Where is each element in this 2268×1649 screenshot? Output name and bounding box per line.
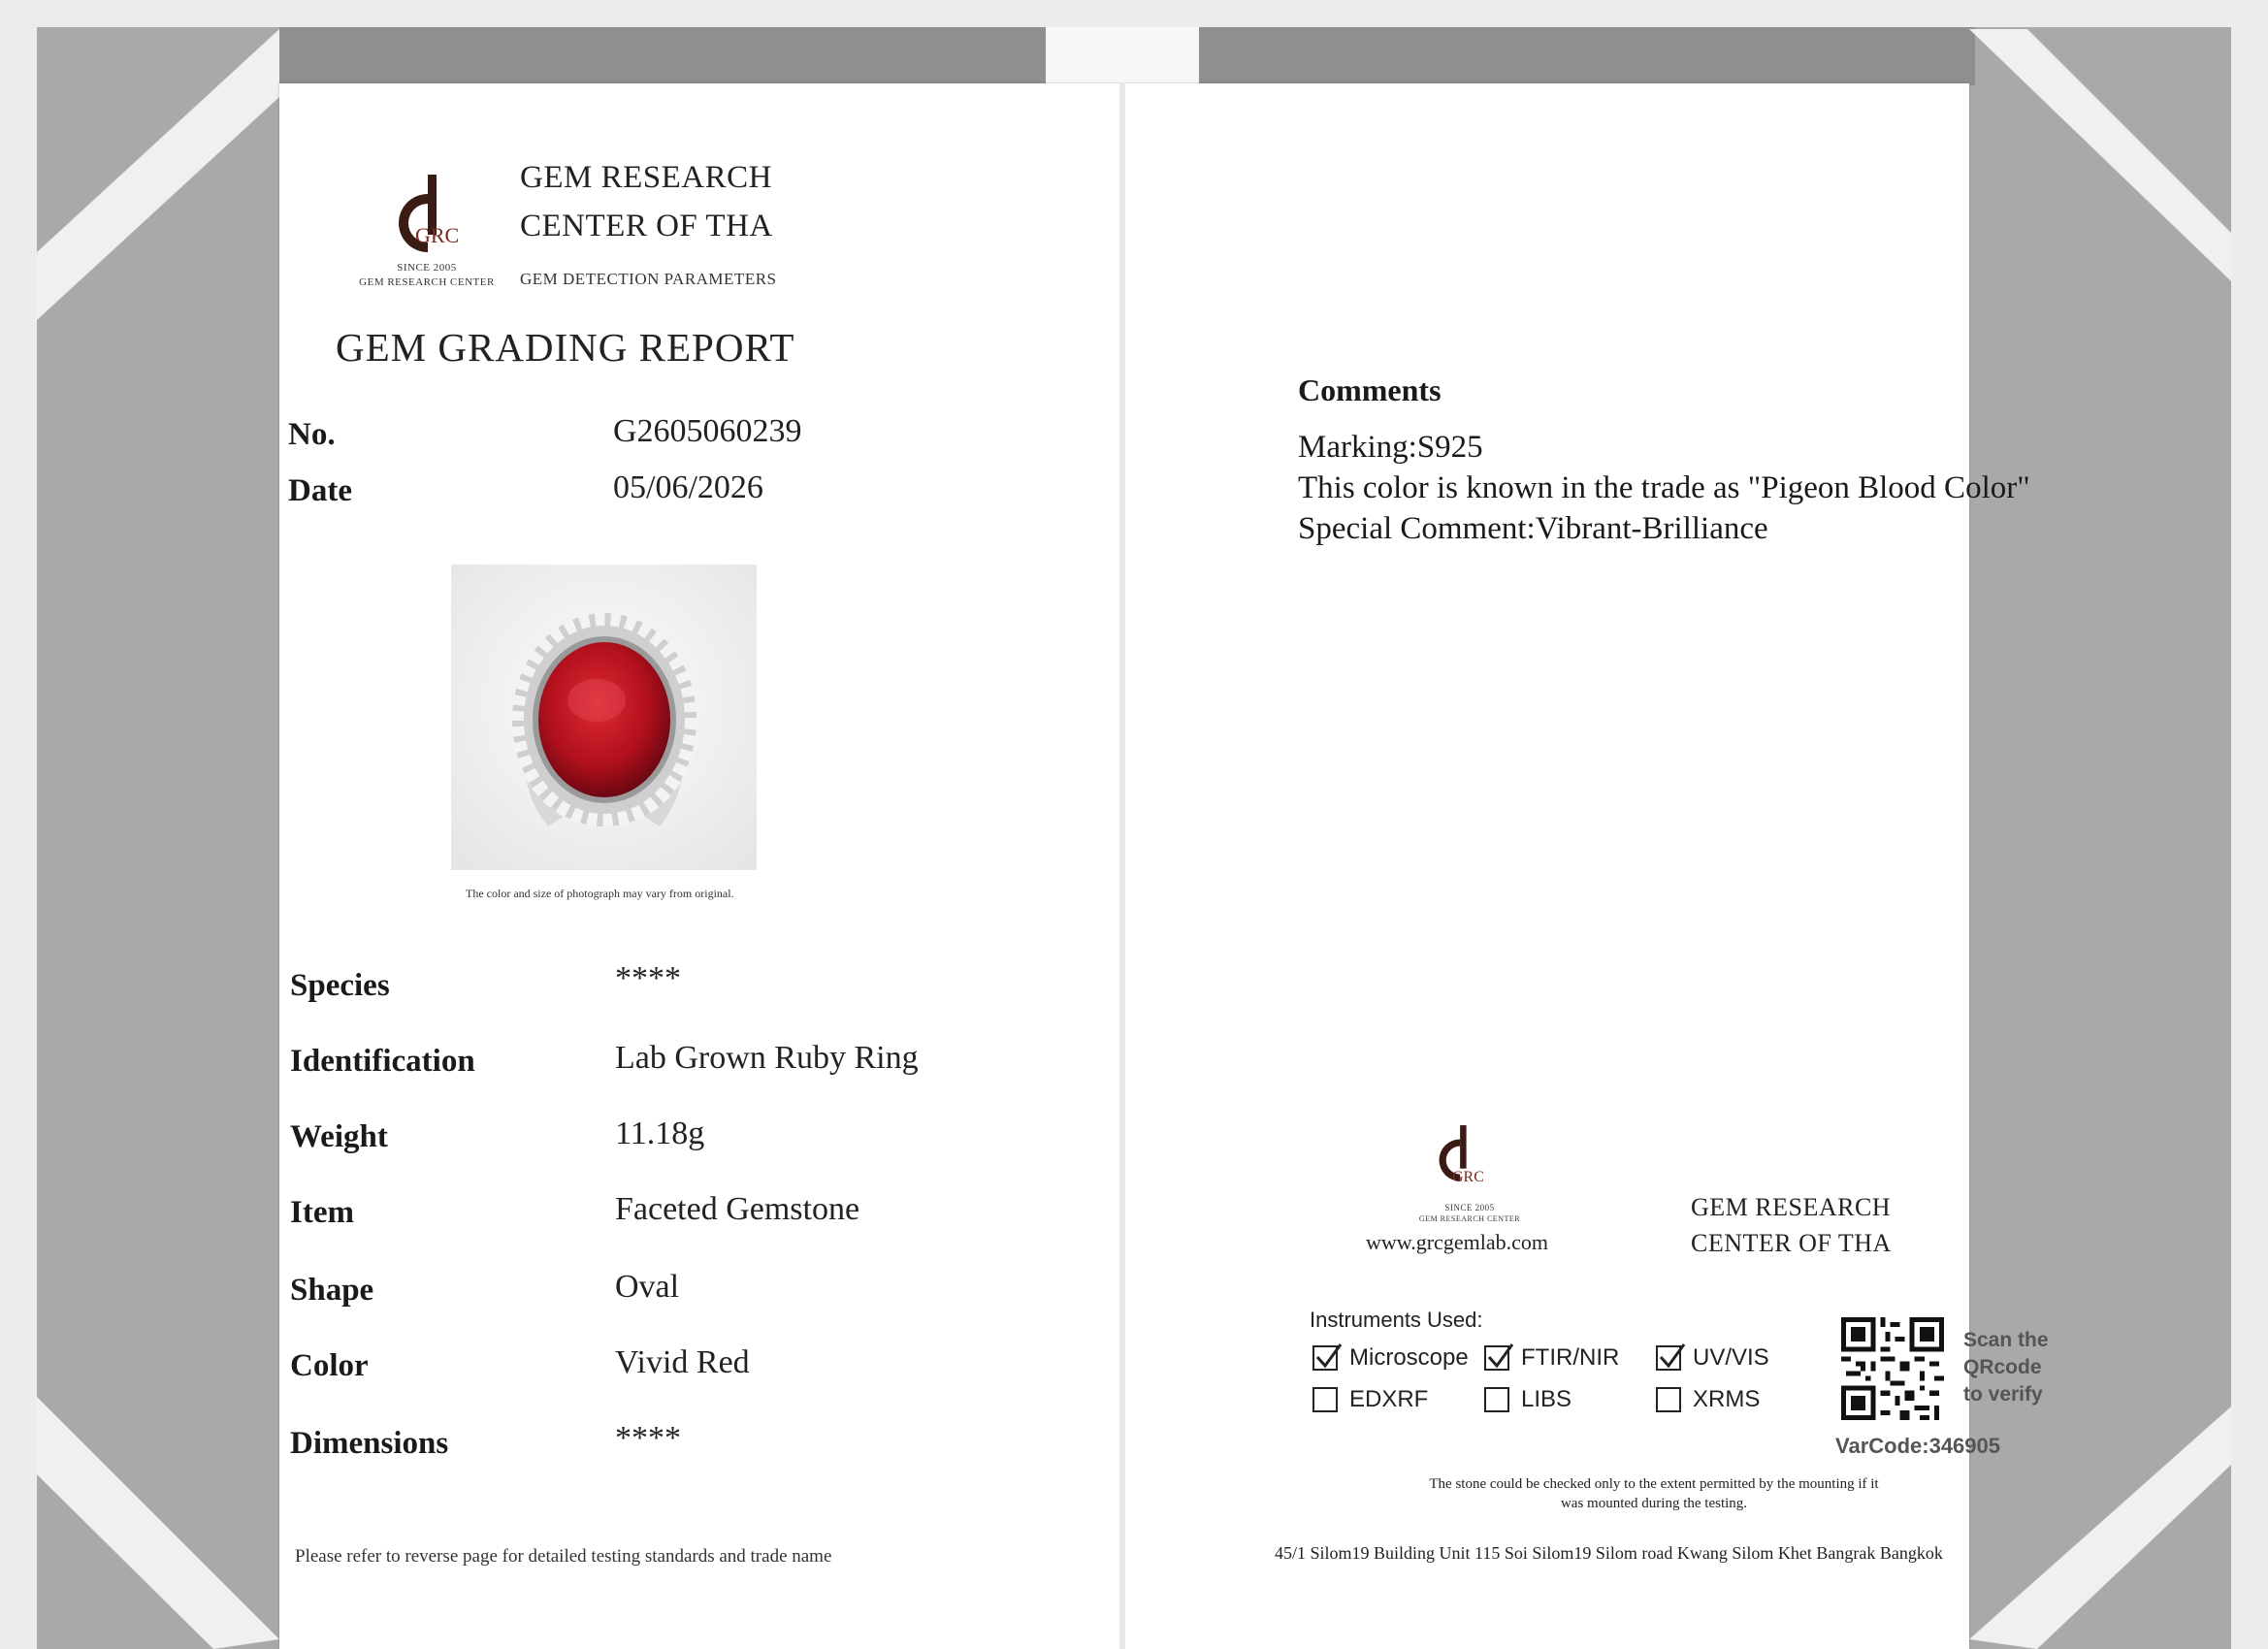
field-value-shape: Oval (615, 1269, 680, 1305)
instrument-uvvis (1656, 1344, 1769, 1372)
logo-center-name: GEM RESEARCH CENTER (359, 276, 495, 288)
scan-hint-line1: Scan the (1963, 1329, 2049, 1351)
verification-code: VarCode:346905 (1835, 1434, 2000, 1458)
field-label-species: Species (290, 968, 390, 1003)
field-label-weight: Weight (290, 1119, 388, 1154)
page-gutter (1119, 83, 1125, 1649)
scan-hint-line3: to verify (1963, 1383, 2043, 1406)
scan-hint-line2: QRcode (1963, 1356, 2042, 1378)
ring-photo (451, 565, 757, 870)
lab-name-footer-line1: GEM RESEARCH (1691, 1193, 1892, 1221)
field-label-dimensions: Dimensions (290, 1426, 449, 1461)
mounting-disclaimer (1300, 1474, 2008, 1513)
lab-name-line2: CENTER OF THA (520, 209, 773, 243)
instrument-label-edxrf: EDXRF (1349, 1386, 1429, 1412)
comment-line-marking: Marking:S925 (1298, 430, 1483, 465)
field-label-shape: Shape (290, 1273, 374, 1308)
instrument-label-uvvis: UV/VIS (1693, 1344, 1769, 1371)
disclaimer-line2: was mounted during the testing. (1560, 1496, 1748, 1511)
field-value-species: **** (615, 960, 681, 996)
field-label-item: Item (290, 1195, 354, 1230)
checkbox-ftir (1484, 1345, 1509, 1371)
instrument-label-microscope: Microscope (1349, 1344, 1469, 1371)
logo-small-text: GRC (1452, 1169, 1484, 1185)
field-label-identification: Identification (290, 1044, 475, 1079)
field-value-weight: 11.18g (615, 1116, 705, 1151)
photo-caption: The color and size of photograph may vary from original. (466, 887, 734, 900)
comment-line-special: Special Comment:Vibrant-Brilliance (1298, 511, 1768, 546)
website: www.grcgemlab.com (1366, 1230, 1548, 1254)
verification-qr-code[interactable] (1841, 1317, 1944, 1420)
comment-line-trade-name: This color is known in the trade as "Pigeon Blood Color" (1298, 470, 2030, 505)
instrument-label-ftir: FTIR/NIR (1521, 1344, 1620, 1371)
logo-text: GRC (415, 223, 460, 247)
instrument-libs (1484, 1386, 1571, 1413)
lab-name-footer-line2: CENTER OF THA (1691, 1229, 1892, 1257)
instrument-label-xrms: XRMS (1693, 1386, 1761, 1412)
logo-small-center-name: GEM RESEARCH CENTER (1418, 1214, 1521, 1223)
logo-since: SINCE 2005 (397, 262, 457, 274)
field-value-dimensions: **** (615, 1420, 681, 1456)
instruments-title: Instruments Used: (1310, 1308, 1483, 1332)
instrument-microscope (1312, 1344, 1469, 1372)
instrument-ftir (1484, 1344, 1619, 1372)
lab-address: 45/1 Silom19 Building Unit 115 Soi Silom19 Silom road Kwang Silom Khet Bangrak Bangkok (1275, 1543, 1943, 1563)
instrument-label-libs: LIBS (1521, 1386, 1572, 1412)
lab-subtitle: GEM DETECTION PARAMETERS (520, 270, 777, 288)
report-number-label: No. (288, 417, 336, 452)
lab-name-line1: GEM RESEARCH (520, 160, 772, 195)
report-date-label: Date (288, 473, 352, 508)
checkbox-libs (1484, 1387, 1509, 1412)
field-value-color: Vivid Red (615, 1344, 750, 1380)
field-value-identification: Lab Grown Ruby Ring (615, 1040, 919, 1076)
comments-body (1298, 427, 2035, 549)
disclaimer-line1: The stone could be checked only to the extent permitted by the mounting if it (1429, 1476, 1879, 1492)
field-value-item: Faceted Gemstone (615, 1191, 860, 1227)
reverse-page-note: Please refer to reverse page for detailed testing standards and trade name (295, 1546, 832, 1567)
instrument-edxrf (1312, 1386, 1428, 1413)
report-date-value: 05/06/2026 (613, 469, 763, 505)
checkbox-xrms (1656, 1387, 1681, 1412)
checkbox-edxrf (1312, 1387, 1338, 1412)
field-label-color: Color (290, 1348, 369, 1383)
report-number-value: G2605060239 (613, 413, 802, 449)
comments-heading: Comments (1298, 372, 1442, 407)
logo-small-since: SINCE 2005 (1444, 1203, 1495, 1212)
checkbox-microscope (1312, 1345, 1338, 1371)
checkbox-uvvis (1656, 1345, 1681, 1371)
report-title: GEM GRADING REPORT (336, 325, 795, 370)
instrument-xrms (1656, 1386, 1760, 1413)
scan-qr-hint (1963, 1327, 2049, 1408)
